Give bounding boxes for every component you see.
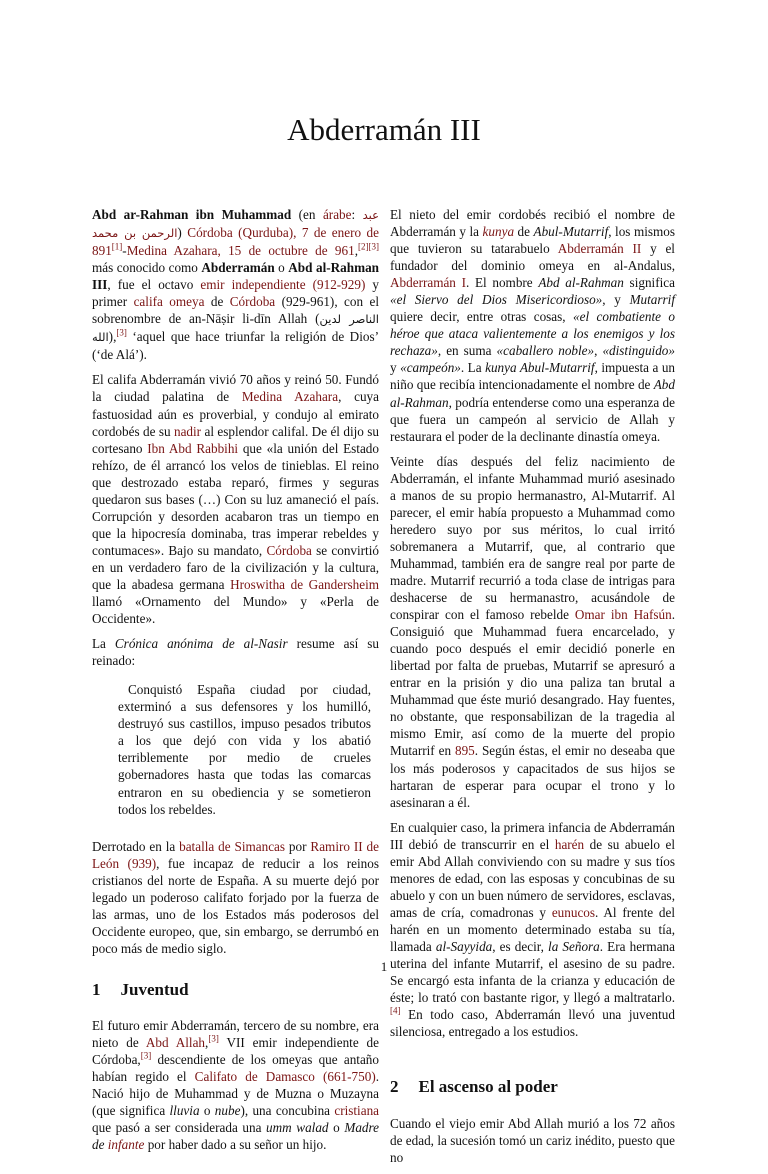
section-heading-juventud <box>92 981 379 998</box>
left-column <box>92 206 379 1161</box>
paragraph-califa: El califa Abderramán vivió 70 años y reinó 50. Fundó la ciudad palatina de Medina Azahara, cuya fastuosidad aún es proverbial, y condujo al emirato cordobés de su nadir al esplendor califal. De él dijo su cortesano Ibn Abd Rabbihi que «la unión del Estado rehízo, de él arrancó los velos de tinieblas. El reino que destrozado estaba reparó, firmes y seguras quedaron sus bases (…) Con su luz amaneció el país. Corrupción y desorden acabaron tras un tiempo en que la hipocresía dominaba, tras imperar rebeldes y contumaces». Bajo su mandato, Córdoba se convirtió en un verdadero faro de la civilización y la cultura, que la abadesa germana Hroswitha de Gandersheim llamó «Ornamento del Mundo» y «Perla de Occidente». <box>92 372 379 627</box>
link-ramiro-ii[interactable]: Ramiro II de León (939) <box>92 838 379 871</box>
paragraph-nieto: El nieto del emir cordobés recibió el nombre de Abderramán y la kunya de Abul-Mutarrif, los mismos que tuvieron su tatarabuelo Abderramán II y el fundador del dominio omeya en al-Andalus, Abderramán I. El nombre Abd al-Rahman significa «el Siervo del Dios Misericordioso», y Mutarrif quiere decir, entre otras cosas, «el combatiente o héroe que ataca valientemente a los enemigos y los rechaza», en suma «caballero noble», «distinguido» y «campeón». La kunya Abul-Mutarrif, impuesta a un niño que recibía intencionadamente el nombre de Abd al-Rahman, podría entenderse como una esperanza de que fuera un campeón al servicio de Allah y restaurara el poder de la declinante dinastía omeya. <box>390 207 676 444</box>
page-number: 1 <box>380 959 388 974</box>
link-medina-azahara[interactable]: Medina Azahara <box>241 389 339 405</box>
section-heading-ascenso <box>390 1078 675 1095</box>
link-kunya[interactable]: kunya <box>482 224 515 240</box>
section-title: Juventud <box>120 979 189 999</box>
link-abderraman-ii[interactable]: Abderramán II <box>557 241 642 257</box>
link-ibn-abd-rabbihi[interactable]: Ibn Abd Rabbihi <box>147 440 239 456</box>
link-omar-ibn-hafsun[interactable]: Omar ibn Hafsún <box>574 607 672 623</box>
link-arabe[interactable]: árabe <box>322 207 352 222</box>
link-califato-damasco[interactable]: Califato de Damasco (661-750) <box>194 1069 376 1085</box>
paragraph-veinte-dias: Veinte días después del feliz nacimiento de Abderramán, el infante Muhammad murió asesinado a manos de su propio hermanastro, Al-Mutarrif. Al parecer, el emir había propuesto a Muhammad como heredero suyo por sus méritos, lo cual irritó sobremanera a Mutarrif, que, al contrario que Muhammad, también era de sangre real por parte de madre. Mutarrif recurrió a toda clase de intrigas para deshacerse de su hermanastro, acusándole de conspirar con el famoso rebelde Omar ibn Hafsún. Consiguió que Muhammad fuera encarcelado, y cuando poco después el emir decidió ponerle en libertad por falta de pruebas, Mutarrif se apresuró a entrar en la prisión y dio una paliza tan brutal a Muhammad que éste murió desangrado. Hay fuentes, no obstante, que responsabilizan de la tragedia al mismo Emir, así como de la muerte del propio Mutarrif en 895. Según éstas, el emir no deseaba que los más poderosos y capacitados de sus hijos se hartaran de esperar para ocupar el trono y lo asesinaran a él. <box>390 453 676 810</box>
link-arabic-name[interactable]: عبد الرحمن بن محمد <box>92 208 379 241</box>
link-cordoba-2[interactable]: Córdoba <box>266 542 312 558</box>
section-number: 2 <box>390 1077 399 1097</box>
paragraph-ascenso: Cuando el viejo emir Abd Allah murió a los 72 años de edad, la sucesión tomó un cariz inédito, puesto que no <box>390 1116 675 1166</box>
link-cristiana[interactable]: cristiana <box>334 1103 380 1119</box>
section-title: El ascenso al poder <box>418 1077 558 1097</box>
link-abderraman-i[interactable]: Abderramán I <box>390 275 466 291</box>
link-cordoba[interactable]: Córdoba <box>229 294 276 310</box>
link-califa-omeya[interactable]: califa omeya <box>133 294 205 310</box>
link-haren[interactable]: harén <box>554 836 585 852</box>
paragraph-derrotado: Derrotado en la batalla de Simancas por Ramiro II de León (939), fue incapaz de reducir a los reinos cristianos del norte de España. A su muerte dejó por legado un poderoso califato forjado por la fuerza de las armas, uno de los Estados más poderosos del Occidente europeo, que, sin embargo, se derrumbó en poco más de medio siglo. <box>92 838 379 956</box>
section-number: 1 <box>92 979 101 999</box>
link-infante[interactable]: infante <box>107 1137 145 1153</box>
right-column <box>390 206 675 1174</box>
link-batalla-simancas[interactable]: batalla de Simancas <box>179 838 286 854</box>
block-quote: Conquistó España ciudad por ciudad, exterminó a sus defensores y los humilló, destruyó sus castillos, impuso pesados tributos a los que dejó con vida y los abatió terriblemente por medio de crueles gobernadores hasta que todas las comarcas entraron en su obediencia y se sometieron todos los rebeldes. <box>118 682 371 817</box>
paragraph-infancia: En cualquier caso, la primera infancia de Abderramán III debió de transcurrir en el harén de su abuelo el emir Abd Allah conviviendo con su madre y sus tíos menores de edad, con las esposas y concubinas de su abuelo y con un buen número de servidores, esclavas, amas de cría, comadronas y eunucos. Al frente del harén en un momento determinado estaba su tía, llamada al-Sayyida, es decir, la Señora. Era hermana uterina del infante Mutarrif, el asesino de su padre. Se encargó esta infanta de la crianza y educación de éste; lo trató con bastante rigor, y llegó a maltratarlo.[4] En todo caso, Abderramán llevó una juventud silenciosa, entregado a los estudios. <box>390 819 676 1040</box>
link-hroswitha[interactable]: Hroswitha de Gandersheim <box>230 576 379 592</box>
link-emir-independiente[interactable]: emir independiente (912-929) <box>200 277 366 293</box>
intro-paragraph: Abd ar-Rahman ibn Muhammad (en árabe: عبد الرحمن بن محمد) Córdoba (Qurduba), 7 de enero de 891[1]-Medina Azahara, 15 de octubre de 961,[2][3] más conocido como Abderramán o Abd al-Rahman III, fue el octavo emir independiente (912-929) y primer califa omeya de Córdoba (929-961), con el sobrenombre de an-Nāṣir li-dīn Allah (الناصر لدين الله),[3] ‘aquel que hace triunfar la religión de Dios’ (‘de Alá’). <box>92 207 380 363</box>
link-nadir[interactable]: nadir <box>173 423 202 439</box>
link-medina-azahara-date[interactable]: Medina Azahara, 15 de octubre de 961 <box>126 243 355 259</box>
link-abd-allah[interactable]: Abd Allah <box>145 1035 206 1051</box>
link-cordoba-qurduba[interactable]: Córdoba (Qurduba), 7 de enero de 891 <box>92 225 379 259</box>
paragraph-juventud: El futuro emir Abderramán, tercero de su nombre, era nieto de Abd Allah,[3] VII emir independiente de Córdoba,[3] descendiente de los omeyas que antaño habían regido el Califato de Damasco (661-750). Nació hijo de Muhammad y de Muzna o Muzayna (que significa lluvia o nube), una concubina cristiana que pasó a ser considerada una umm walad o Madre de infante por haber dado a su señor un hijo. <box>92 1017 380 1153</box>
paragraph-cronica: La Crónica anónima de al-Nasir resume así su reinado: <box>92 636 379 669</box>
link-895[interactable]: 895 <box>454 743 475 759</box>
link-eunucos[interactable]: eunucos <box>551 904 596 920</box>
page-title: Abderramán III <box>287 112 481 147</box>
